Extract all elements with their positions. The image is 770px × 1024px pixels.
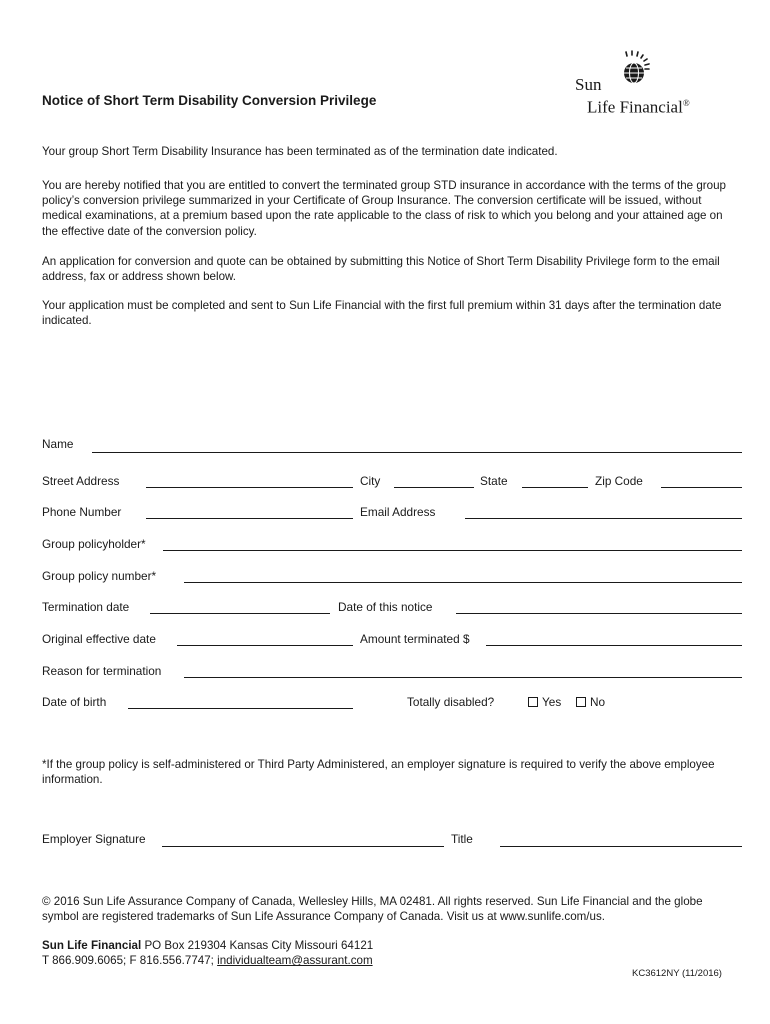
email-address-label: Email Address	[360, 505, 436, 519]
group-policyholder-label: Group policyholder*	[42, 537, 146, 551]
form-code: KC3612NY (11/2016)	[632, 968, 722, 979]
no-label: No	[590, 695, 606, 709]
logo-registered-mark: ®	[682, 98, 690, 108]
contact-address: PO Box 219304 Kansas City Missouri 64121	[141, 939, 374, 952]
employer-signature-label: Employer Signature	[42, 832, 146, 846]
page-title: Notice of Short Term Disability Conversion Privilege	[42, 93, 377, 108]
date-of-birth-field[interactable]	[128, 708, 353, 709]
group-policy-number-label: Group policy number*	[42, 569, 157, 583]
street-address-label: Street Address	[42, 474, 120, 488]
state-label: State	[480, 474, 508, 488]
name-label: Name	[42, 437, 74, 451]
signature-title-label: Title	[451, 832, 473, 846]
date-of-notice-label: Date of this notice	[338, 600, 433, 614]
contact-phone-line	[42, 953, 373, 968]
termination-date-label: Termination date	[42, 600, 130, 614]
reason-for-termination-field[interactable]	[184, 677, 742, 678]
group-policyholder-field[interactable]	[163, 550, 742, 551]
no-checkbox[interactable]	[576, 697, 586, 707]
group-policy-number-field[interactable]	[184, 582, 742, 583]
name-field[interactable]	[92, 452, 742, 453]
logo-wordmark	[574, 76, 690, 117]
logo-line-1: Sun	[575, 75, 602, 94]
contact-address-line	[42, 938, 373, 953]
logo-line-2-text: Life Financial	[587, 97, 683, 117]
sun-life-logo	[574, 48, 724, 117]
phone-number-field[interactable]	[146, 518, 353, 519]
signature-title-field[interactable]	[500, 846, 742, 847]
original-effective-date-field[interactable]	[177, 645, 353, 646]
contact-phone-fax: T 866.909.6065; F 816.556.7747;	[42, 954, 218, 968]
zip-code-label: Zip Code	[595, 474, 643, 488]
paragraph-terminated: Your group Short Term Disability Insurance has been terminated as of the termination date indicated.	[42, 145, 558, 158]
date-of-birth-label: Date of birth	[42, 695, 107, 709]
zip-code-field[interactable]	[661, 487, 742, 488]
city-field[interactable]	[394, 487, 474, 488]
amount-terminated-field[interactable]	[486, 645, 742, 646]
state-field[interactable]	[522, 487, 588, 488]
contact-info	[42, 938, 373, 968]
original-effective-date-label: Original effective date	[42, 632, 156, 646]
paragraph-notification: You are hereby notified that you are entitled to convert the terminated group STD insurance in accordance with the terms of the group policy’s conversion privilege summarized in your Certificate of Group Insurance. The conversion certificate will be issued, without medical examinations, at a premium based upon the rate applicable to the class of risk to which you belong and your attained age on the effective date of the conversion policy.	[42, 179, 727, 238]
reason-for-termination-label: Reason for termination	[42, 664, 162, 678]
yes-label: Yes	[542, 695, 562, 709]
footnote: *If the group policy is self-administered or Third Party Administered, an employer signature is required to verify the above employee information.	[42, 758, 715, 787]
date-of-notice-field[interactable]	[456, 613, 742, 614]
logo-line-2	[587, 94, 690, 117]
yes-option[interactable]	[528, 695, 561, 709]
termination-date-field[interactable]	[150, 613, 330, 614]
email-address-field[interactable]	[465, 518, 742, 519]
amount-terminated-label: Amount terminated $	[360, 632, 470, 646]
paragraph-application: An application for conversion and quote can be obtained by submitting this Notice of Short Term Disability Privilege form to the email address, fax or address shown below.	[42, 255, 720, 284]
copyright-notice: © 2016 Sun Life Assurance Company of Canada, Wellesley Hills, MA 02481. All rights reserved. Sun Life Financial and the globe symbol are registered trademarks of Sun Life Assurance Company of Canada. Visit us at www.sunlife.com/us.	[42, 895, 703, 924]
employer-signature-field[interactable]	[162, 846, 444, 847]
yes-checkbox[interactable]	[528, 697, 538, 707]
contact-email-link[interactable]: individualteam@assurant.com	[217, 954, 373, 968]
totally-disabled-label: Totally disabled?	[407, 695, 495, 709]
contact-company: Sun Life Financial	[42, 939, 142, 952]
paragraph-deadline: Your application must be completed and sent to Sun Life Financial with the first full premium within 31 days after the termination date indicated.	[42, 299, 722, 328]
city-label: City	[360, 474, 381, 488]
street-address-field[interactable]	[146, 487, 353, 488]
no-option[interactable]	[576, 695, 605, 709]
phone-number-label: Phone Number	[42, 505, 122, 519]
